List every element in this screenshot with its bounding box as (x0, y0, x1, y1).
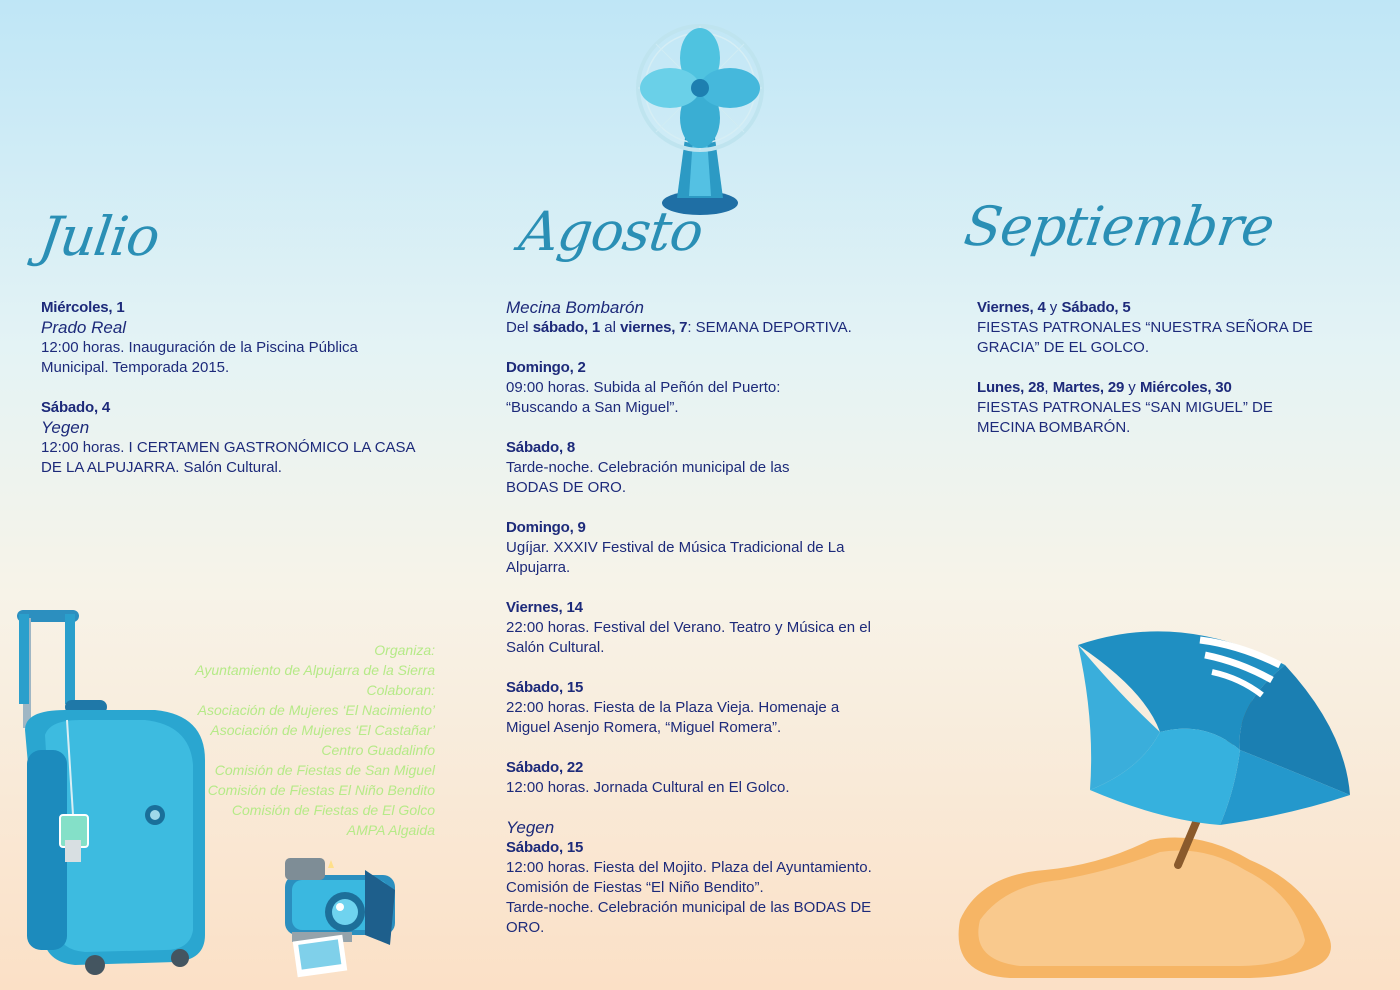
event-text: 22:00 horas. Fiesta de la Plaza Vieja. Homenaje a Miguel Asenjo Romera, “Miguel Romera”. (506, 699, 840, 736)
suitcase-illustration (5, 600, 220, 980)
septiembre-event-2 (977, 378, 1317, 438)
event-text: 12:00 horas. Fiesta del Mojito. Plaza del Ayuntamiento. (506, 859, 872, 876)
event-date: Sábado, 15 (506, 839, 584, 856)
event-conjunction: , (1044, 379, 1053, 396)
event-place: Mecina Bombarón (506, 298, 644, 317)
camera-illustration (270, 850, 415, 980)
month-title-julio: Julio (35, 205, 163, 268)
credits-heading-organiza: Organiza: (374, 642, 435, 658)
agosto-event (506, 598, 896, 658)
event-text: Ugíjar. XXXIV Festival de Música Tradicional de La Alpujarra. (506, 539, 845, 576)
month-title-agosto: Agosto (515, 200, 707, 263)
event-text: Tarde-noche. Celebración municipal de las BODAS DE ORO. (506, 899, 872, 936)
credits-line: AMPA Algaida (346, 822, 435, 838)
event-place: Yegen (41, 418, 90, 437)
event-text: FIESTAS PATRONALES “SAN MIGUEL” DE MECINA BOMBARÓN. (977, 399, 1273, 436)
event-conjunction: y (1045, 299, 1062, 316)
event-text: 12:00 horas. I CERTAMEN GASTRONÓMICO LA CASA DE LA ALPUJARRA. Salón Cultural. (41, 439, 415, 476)
event-date: Sábado, 15 (506, 679, 584, 696)
credits-line: Comisión de Fiestas de El Golco (231, 802, 435, 818)
month-title-septiembre: Septiembre (960, 195, 1278, 258)
credits-line: Comisión de Fiestas El Niño Bendito (207, 782, 435, 798)
event-date: Viernes, 4 (977, 299, 1046, 316)
event-date: Miércoles, 1 (41, 299, 125, 316)
credits-line: Comisión de Fiestas de San Miguel (214, 762, 435, 778)
credits-heading-colaboran: Colaboran: (366, 682, 435, 698)
credits-line: Asociación de Mujeres ‘El Nacimiento’ (197, 702, 435, 718)
agosto-event (506, 358, 806, 418)
event-conjunction: y (1124, 379, 1140, 396)
septiembre-event-1 (977, 298, 1357, 358)
event-text: 12:00 horas. Inauguración de la Piscina Pública Municipal. Temporada 2015. (41, 339, 358, 376)
event-text: 22:00 horas. Festival del Verano. Teatro y Música en el Salón Cultural. (506, 619, 871, 656)
event-date-line (977, 298, 1357, 318)
event-date: Sábado, 5 (1061, 299, 1131, 316)
intro-text: al (600, 319, 621, 336)
julio-event-2 (41, 398, 441, 478)
intro-date-end: viernes, 7 (620, 319, 688, 336)
agosto-event (506, 678, 866, 738)
event-date: Martes, 29 (1052, 379, 1125, 396)
event-date: Sábado, 22 (506, 759, 584, 776)
event-date: Viernes, 14 (506, 599, 583, 616)
event-date: Miércoles, 30 (1139, 379, 1232, 396)
event-place: Prado Real (41, 318, 127, 337)
agosto-yegen-event (506, 818, 906, 938)
intro-text: Del (506, 319, 533, 336)
event-date: Sábado, 8 (506, 439, 576, 456)
intro-text: : SEMANA DEPORTIVA. (687, 319, 852, 336)
event-text: FIESTAS PATRONALES “NUESTRA SEÑORA DE GRACIA” DE EL GOLCO. (977, 319, 1313, 356)
agosto-event (506, 758, 866, 798)
beach-umbrella-illustration (950, 620, 1380, 980)
julio-event-1 (41, 298, 441, 378)
intro-date-start: sábado, 1 (532, 319, 601, 336)
credits-line: Asociación de Mujeres ‘El Castañar’ (210, 722, 435, 738)
agosto-event (506, 518, 866, 578)
event-text (506, 318, 906, 338)
event-place: Yegen (506, 818, 555, 837)
credits-line: Ayuntamiento de Alpujarra de la Sierra (195, 662, 435, 678)
event-date: Domingo, 2 (506, 359, 586, 376)
event-date: Lunes, 28 (977, 379, 1045, 396)
credits-line: Centro Guadalinfo (321, 742, 435, 758)
event-text: 09:00 horas. Subida al Peñón del Puerto: “Buscando a San Miguel”. (506, 379, 781, 416)
agosto-event (506, 438, 816, 498)
event-text: Tarde-noche. Celebración municipal de las BODAS DE ORO. (506, 459, 790, 496)
event-date-line (977, 378, 1317, 398)
event-date: Domingo, 9 (506, 519, 586, 536)
event-text: Comisión de Fiestas “El Niño Bendito”. (506, 879, 764, 896)
event-date: Sábado, 4 (41, 399, 111, 416)
event-text: 12:00 horas. Jornada Cultural en El Golco. (506, 779, 790, 796)
agosto-intro (506, 298, 906, 338)
fan-illustration (615, 18, 785, 218)
